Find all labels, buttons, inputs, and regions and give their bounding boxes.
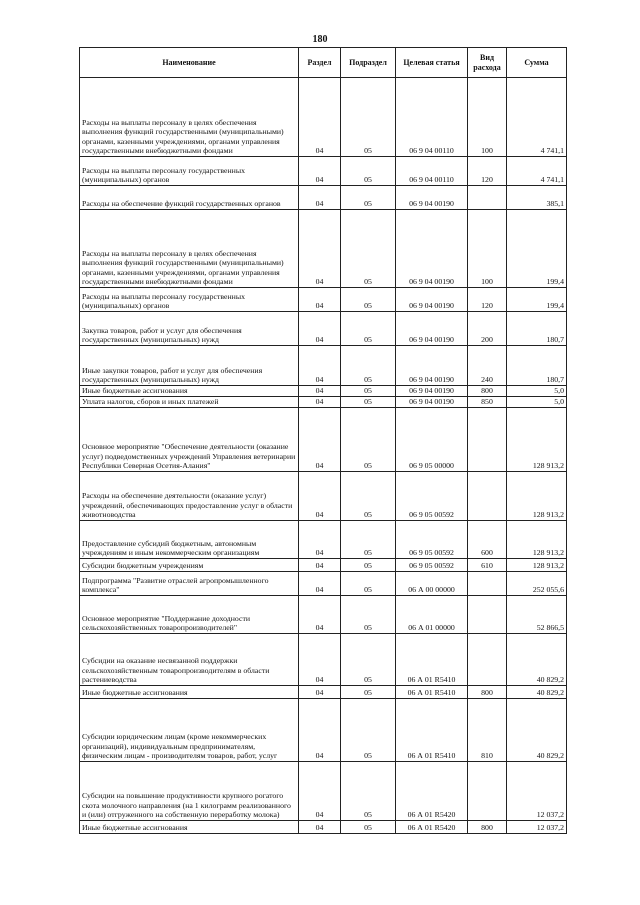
row-subsection: 05 bbox=[341, 699, 396, 762]
row-subsection: 05 bbox=[341, 762, 396, 821]
row-name: Субсидии на оказание несвязанной поддержки сельскохозяйственным товаропроизводителям в области растениеводства bbox=[80, 634, 299, 686]
row-section: 04 bbox=[299, 572, 341, 596]
table-row bbox=[80, 762, 567, 821]
table-row bbox=[80, 157, 567, 186]
row-amount: 5,0 bbox=[507, 397, 567, 408]
row-section: 04 bbox=[299, 472, 341, 521]
column-header-name: Наименование bbox=[80, 48, 299, 78]
row-expense-type: 850 bbox=[468, 397, 507, 408]
row-target-article: 06 А 01 R5410 bbox=[396, 699, 468, 762]
row-subsection: 05 bbox=[341, 312, 396, 346]
row-name: Расходы на обеспечение функций государственных органов bbox=[80, 186, 299, 210]
row-amount: 385,1 bbox=[507, 186, 567, 210]
row-name: Основное мероприятие "Поддержание доходности сельскохозяйственных товаропроизводителей" bbox=[80, 596, 299, 634]
row-section: 04 bbox=[299, 397, 341, 408]
row-expense-type: 810 bbox=[468, 699, 507, 762]
row-section: 04 bbox=[299, 521, 341, 559]
row-name: Иные бюджетные ассигнования bbox=[80, 386, 299, 397]
table-row bbox=[80, 408, 567, 472]
table-row bbox=[80, 686, 567, 699]
row-expense-type bbox=[468, 572, 507, 596]
row-target-article: 06 9 04 00190 bbox=[396, 397, 468, 408]
row-expense-type: 120 bbox=[468, 288, 507, 312]
row-target-article: 06 9 05 00592 bbox=[396, 472, 468, 521]
row-name: Закупка товаров, работ и услуг для обеспечения государственных (муниципальных) нужд bbox=[80, 312, 299, 346]
row-name: Основное мероприятие "Обеспечение деятельности (оказание услуг) подведомственных учреждений Управления ветеринарии Республики Северная Осетия-Алания" bbox=[80, 408, 299, 472]
table-row bbox=[80, 397, 567, 408]
table-row bbox=[80, 472, 567, 521]
row-expense-type: 120 bbox=[468, 157, 507, 186]
row-target-article: 06 А 01 R5410 bbox=[396, 634, 468, 686]
row-amount: 180,7 bbox=[507, 346, 567, 386]
row-expense-type: 610 bbox=[468, 559, 507, 572]
table-row bbox=[80, 634, 567, 686]
row-subsection: 05 bbox=[341, 408, 396, 472]
row-subsection: 05 bbox=[341, 596, 396, 634]
row-name: Подпрограмма "Развитие отраслей агропромышленного комплекса" bbox=[80, 572, 299, 596]
row-name: Предоставление субсидий бюджетным, автономным учреждениям и иным некоммерческим организациям bbox=[80, 521, 299, 559]
row-subsection: 05 bbox=[341, 572, 396, 596]
row-subsection: 05 bbox=[341, 521, 396, 559]
row-expense-type bbox=[468, 762, 507, 821]
row-target-article: 06 А 01 R5410 bbox=[396, 686, 468, 699]
row-target-article: 06 9 04 00190 bbox=[396, 346, 468, 386]
row-amount: 128 913,2 bbox=[507, 408, 567, 472]
row-expense-type: 800 bbox=[468, 686, 507, 699]
table-row bbox=[80, 559, 567, 572]
row-amount: 128 913,2 bbox=[507, 521, 567, 559]
row-subsection: 05 bbox=[341, 346, 396, 386]
row-section: 04 bbox=[299, 559, 341, 572]
row-section: 04 bbox=[299, 78, 341, 157]
row-subsection: 05 bbox=[341, 186, 396, 210]
table-row bbox=[80, 699, 567, 762]
row-section: 04 bbox=[299, 699, 341, 762]
row-name: Иные закупки товаров, работ и услуг для обеспечения государственных (муниципальных) нужд bbox=[80, 346, 299, 386]
row-target-article: 06 А 01 00000 bbox=[396, 596, 468, 634]
row-name: Иные бюджетные ассигнования bbox=[80, 821, 299, 834]
row-target-article: 06 А 01 R5420 bbox=[396, 821, 468, 834]
row-target-article: 06 9 04 00190 bbox=[396, 312, 468, 346]
row-amount: 12 037,2 bbox=[507, 821, 567, 834]
row-amount: 40 829,2 bbox=[507, 699, 567, 762]
row-target-article: 06 А 00 00000 bbox=[396, 572, 468, 596]
row-target-article: 06 9 05 00000 bbox=[396, 408, 468, 472]
row-section: 04 bbox=[299, 157, 341, 186]
row-amount: 128 913,2 bbox=[507, 472, 567, 521]
row-target-article: 06 9 04 00190 bbox=[396, 386, 468, 397]
row-target-article: 06 9 04 00110 bbox=[396, 78, 468, 157]
row-section: 04 bbox=[299, 186, 341, 210]
row-name: Субсидии юридическим лицам (кроме некоммерческих организаций), индивидуальным предпринимателям, физическим лицам - производителям товаров, работ, услуг bbox=[80, 699, 299, 762]
row-subsection: 05 bbox=[341, 472, 396, 521]
row-section: 04 bbox=[299, 762, 341, 821]
row-name: Расходы на выплаты персоналу государственных (муниципальных) органов bbox=[80, 157, 299, 186]
row-expense-type bbox=[468, 472, 507, 521]
row-amount: 128 913,2 bbox=[507, 559, 567, 572]
row-section: 04 bbox=[299, 408, 341, 472]
row-subsection: 05 bbox=[341, 210, 396, 288]
table-row bbox=[80, 186, 567, 210]
row-section: 04 bbox=[299, 821, 341, 834]
table-row bbox=[80, 210, 567, 288]
row-subsection: 05 bbox=[341, 78, 396, 157]
row-expense-type: 800 bbox=[468, 386, 507, 397]
table-row bbox=[80, 288, 567, 312]
row-section: 04 bbox=[299, 346, 341, 386]
row-target-article: 06 9 04 00190 bbox=[396, 288, 468, 312]
table-row bbox=[80, 596, 567, 634]
table-row bbox=[80, 821, 567, 834]
row-name: Субсидии на повышение продуктивности крупного рогатого скота молочного направления (на 1 килограмм реализованного и (или) отгруженного на собственную переработку молока) bbox=[80, 762, 299, 821]
row-section: 04 bbox=[299, 288, 341, 312]
table-row bbox=[80, 521, 567, 559]
table-row bbox=[80, 572, 567, 596]
row-target-article: 06 9 05 00592 bbox=[396, 521, 468, 559]
row-section: 04 bbox=[299, 686, 341, 699]
row-expense-type bbox=[468, 186, 507, 210]
row-section: 04 bbox=[299, 634, 341, 686]
table-row bbox=[80, 346, 567, 386]
row-expense-type bbox=[468, 408, 507, 472]
row-amount: 180,7 bbox=[507, 312, 567, 346]
row-name: Расходы на выплаты персоналу в целях обеспечения выполнения функций государственными (муниципальными) органами, казенными учреждениями, органами управления государственными внебюджетными фондами bbox=[80, 78, 299, 157]
row-expense-type bbox=[468, 596, 507, 634]
table-row bbox=[80, 312, 567, 346]
row-subsection: 05 bbox=[341, 821, 396, 834]
row-section: 04 bbox=[299, 312, 341, 346]
page-number: 180 bbox=[312, 34, 328, 45]
row-amount: 12 037,2 bbox=[507, 762, 567, 821]
row-target-article: 06 А 01 R5420 bbox=[396, 762, 468, 821]
row-target-article: 06 9 05 00592 bbox=[396, 559, 468, 572]
row-subsection: 05 bbox=[341, 157, 396, 186]
row-amount: 52 866,5 bbox=[507, 596, 567, 634]
table-row bbox=[80, 78, 567, 157]
row-subsection: 05 bbox=[341, 634, 396, 686]
row-expense-type: 240 bbox=[468, 346, 507, 386]
row-section: 04 bbox=[299, 596, 341, 634]
row-amount: 252 055,6 bbox=[507, 572, 567, 596]
row-amount: 40 829,2 bbox=[507, 634, 567, 686]
row-target-article: 06 9 04 00190 bbox=[396, 186, 468, 210]
table-row bbox=[80, 386, 567, 397]
column-header-amount: Сумма bbox=[507, 48, 567, 78]
row-expense-type: 100 bbox=[468, 210, 507, 288]
row-target-article: 06 9 04 00190 bbox=[396, 210, 468, 288]
row-name: Расходы на выплаты персоналу в целях обеспечения выполнения функций государственными (муниципальными) органами, казенными учреждениями, органами управления государственными внебюджетными фондами bbox=[80, 210, 299, 288]
row-section: 04 bbox=[299, 210, 341, 288]
row-name: Иные бюджетные ассигнования bbox=[80, 686, 299, 699]
row-name: Расходы на обеспечение деятельности (оказание услуг) учреждений, обеспечивающих предоставление услуг в области животноводства bbox=[80, 472, 299, 521]
row-amount: 4 741,1 bbox=[507, 157, 567, 186]
row-name: Уплата налогов, сборов и иных платежей bbox=[80, 397, 299, 408]
column-header-subsection: Подраздел bbox=[341, 48, 396, 78]
row-name: Субсидии бюджетным учреждениям bbox=[80, 559, 299, 572]
budget-table bbox=[79, 47, 567, 834]
row-amount: 199,4 bbox=[507, 288, 567, 312]
row-subsection: 05 bbox=[341, 288, 396, 312]
column-header-expense-type: Вид расхода bbox=[468, 48, 507, 78]
row-expense-type: 600 bbox=[468, 521, 507, 559]
row-amount: 4 741,1 bbox=[507, 78, 567, 157]
row-expense-type bbox=[468, 634, 507, 686]
row-subsection: 05 bbox=[341, 559, 396, 572]
row-expense-type: 100 bbox=[468, 78, 507, 157]
row-section: 04 bbox=[299, 386, 341, 397]
row-target-article: 06 9 04 00110 bbox=[396, 157, 468, 186]
table-header-row bbox=[80, 48, 567, 78]
column-header-section: Раздел bbox=[299, 48, 341, 78]
row-amount: 5,0 bbox=[507, 386, 567, 397]
row-subsection: 05 bbox=[341, 686, 396, 699]
row-subsection: 05 bbox=[341, 386, 396, 397]
row-expense-type: 800 bbox=[468, 821, 507, 834]
row-name: Расходы на выплаты персоналу государственных (муниципальных) органов bbox=[80, 288, 299, 312]
row-expense-type: 200 bbox=[468, 312, 507, 346]
row-amount: 199,4 bbox=[507, 210, 567, 288]
row-subsection: 05 bbox=[341, 397, 396, 408]
row-amount: 40 829,2 bbox=[507, 686, 567, 699]
column-header-target-article: Целевая статья bbox=[396, 48, 468, 78]
